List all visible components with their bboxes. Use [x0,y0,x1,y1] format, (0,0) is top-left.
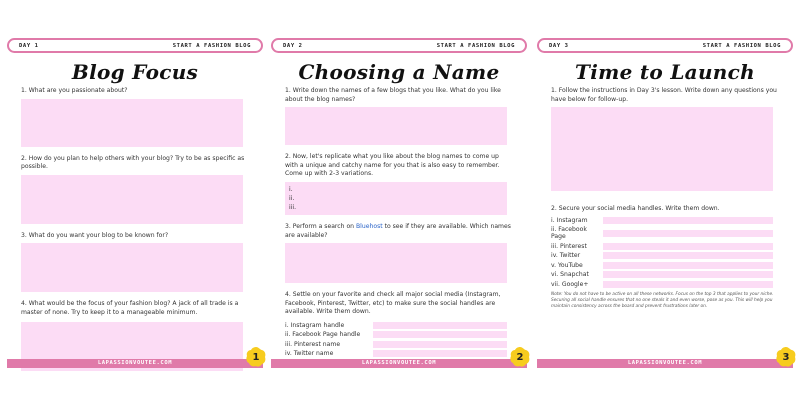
question-text: 1. Write down the names of a few blogs that you like. What do you like about the blog names? [285,87,501,103]
series-label: START A FASHION BLOG [172,42,251,49]
day-label: DAY 1 [19,42,39,49]
handle-input[interactable] [373,322,507,329]
worksheet-page-day-2 [271,38,527,368]
day-label: DAY 2 [283,42,303,49]
page-header [7,38,263,53]
handle-row [551,252,779,259]
handle-row [551,217,779,224]
series-label: START A FASHION BLOG [436,42,515,49]
page-number: 3 [782,352,790,363]
handle-input[interactable] [373,341,507,348]
handle-label: iv. Twitter [551,252,581,260]
variations-box[interactable] [285,182,507,215]
worksheet-page-day-3 [537,38,793,368]
page-number: 2 [516,352,524,363]
handle-input[interactable] [603,281,773,288]
question-list [21,87,249,371]
handle-row [551,226,779,240]
page-footer: LAPASSIONVOUTEE.COM [537,359,793,368]
handle-list [285,322,513,358]
answer-box[interactable] [21,99,243,147]
page-title: Time to Launch [575,60,755,84]
handle-label: v. YouTube [551,261,583,269]
handle-row [285,331,513,338]
page-footer: LAPASSIONVOUTEE.COM [271,359,527,368]
worksheet-page-day-1 [7,38,263,368]
handle-input[interactable] [373,350,507,357]
answer-box[interactable] [21,243,243,292]
question-text: 4. Settle on your favorite and check all major social media (Instagram, Facebook, Pinterest, Twitter, etc) to make sure the social handles are available. Write them down. [285,291,501,316]
handle-row [551,271,779,278]
question-text: 2. Now, let's replicate what you like about the blog names to come up with a unique and catchy name for you that is also easy to remember. Come up with 2-3 variations. [285,153,500,178]
question-list [551,87,779,310]
handle-row [551,281,779,288]
page-title: Choosing a Name [298,60,500,84]
handle-label: ii. Facebook Page handle [285,331,361,339]
question-text: 3. What do you want your blog to be known for? [21,231,169,239]
handle-label: iv. Twitter name [285,350,334,358]
series-label: START A FASHION BLOG [702,42,781,49]
page-title: Blog Focus [71,60,199,84]
handle-input[interactable] [603,271,773,278]
answer-box[interactable] [285,107,507,145]
handle-input[interactable] [373,331,507,338]
bluehost-link[interactable]: Bluehost [356,222,383,230]
handle-input[interactable] [603,243,773,250]
handle-input[interactable] [603,230,773,237]
answer-box[interactable] [21,175,243,224]
handle-row [285,350,513,357]
note-text: Note: You do not have to be active on all these networks. Focus on the top 3 that applies to your niche. Securing all social handle ensures that no one steals it and even worse, pose as you. This will help you maintain consistency across the board and prevent frustrations later on. [551,291,774,309]
handle-label: vii. Google+ [551,280,589,288]
variation-item: i. [289,185,293,193]
handle-list [551,217,779,288]
variation-item: iii. [289,203,297,211]
answer-box[interactable] [285,243,507,283]
question-list [285,87,513,360]
answer-box[interactable] [551,107,773,191]
question-text-part: to see if they are available. Which names are available? [285,222,511,239]
day-label: DAY 3 [549,42,569,49]
page-footer: LAPASSIONVOUTEE.COM [7,359,263,368]
handle-label: ii. Facebook Page [551,226,587,241]
handle-input[interactable] [603,262,773,269]
handle-row [285,322,513,329]
handle-row [551,243,779,250]
page-header [537,38,793,53]
page-number-badge [775,346,797,368]
handle-label: iii. Pinterest name [285,340,341,348]
handle-label: iii. Pinterest [551,242,587,250]
page-number-badge [509,346,531,368]
handle-row [285,341,513,348]
question-text: 2. How do you plan to help others with your blog? Try to be as specific as possible. [21,154,245,171]
question-text [285,223,513,240]
question-text: 1. Follow the instructions in Day 3's lesson. Write down any questions you have below for follow-up. [551,87,777,103]
page-number: 1 [252,352,260,363]
variation-item: ii. [289,194,295,202]
page-header [271,38,527,53]
handle-label: vi. Snapchat [551,271,589,279]
question-text-part: 3. Perform a search on [285,222,356,230]
handle-label: i. Instagram [551,216,588,224]
question-text: 4. What would be the focus of your fashion blog? A jack of all trade is a master of none. Try to keep it to a manageable minimum. [21,300,239,316]
handle-row [551,262,779,269]
handle-label: i. Instagram handle [285,321,345,329]
handle-input[interactable] [603,217,773,224]
question-text: 1. What are you passionate about? [21,87,128,94]
question-text: 2. Secure your social media handles. Write them down. [551,205,720,213]
handle-input[interactable] [603,252,773,259]
page-number-badge [245,346,267,368]
